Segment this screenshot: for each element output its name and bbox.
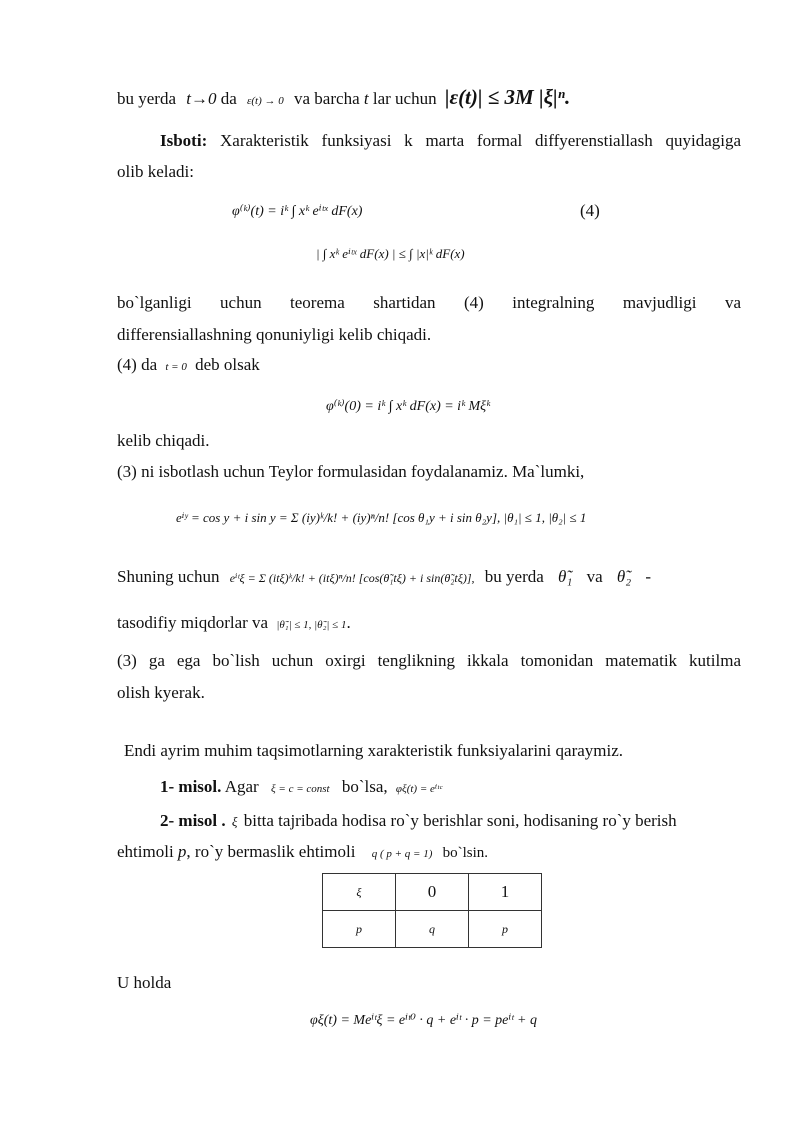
math-inline: ξ bbox=[231, 814, 238, 829]
para-7: Endi ayrim muhim taqsimotlarning xarakteristik funksiyalarini qaraymiz. bbox=[124, 741, 624, 760]
formula-4-number: (4) bbox=[580, 201, 600, 220]
text: . bbox=[346, 613, 351, 632]
table-cell: p bbox=[469, 911, 542, 948]
text: , ro`y bermaslik ehtimoli bbox=[186, 842, 356, 861]
math-inline: p bbox=[177, 842, 187, 861]
para-2-line-1: bo`lganligi uchun teorema shartidan (4) integralning mavjudligi va bbox=[117, 293, 741, 312]
line-1 bbox=[117, 86, 570, 112]
example-1 bbox=[160, 776, 442, 800]
math-inline: |θ̃₁| ≤ 1, |θ̃₂| ≤ 1 bbox=[276, 619, 347, 631]
para-4-line-2: (3) ni isbotlash uchun Teylor formulasidan foydalanamiz. Ma`lumki, bbox=[117, 462, 585, 481]
para-5-line-1 bbox=[117, 566, 651, 589]
text: deb olsak bbox=[195, 355, 260, 374]
text: bitta tajribada hodisa ro`y berishlar soni, hodisaning ro`y berish bbox=[243, 811, 677, 830]
text: da bbox=[220, 89, 237, 108]
table-cell: 0 bbox=[396, 874, 469, 911]
math-inline: θ̃₂ bbox=[616, 567, 632, 586]
text: - bbox=[645, 567, 652, 586]
table-row bbox=[323, 911, 542, 948]
example-2-line-2 bbox=[117, 841, 488, 865]
math-inline: ξ = c = const bbox=[270, 783, 330, 795]
text: (4) da bbox=[117, 355, 158, 374]
text: Xarakteristik funksiyasi k marta formal diffyerenstiallash quyidagiga bbox=[220, 131, 742, 150]
text: va barcha bbox=[294, 89, 360, 108]
example-2-line-1 bbox=[160, 810, 677, 833]
formula-7: φξ(t) = Meⁱᵗξ = eⁱᵗ⁰ · q + eⁱᵗ · p = peⁱᵗ + q bbox=[310, 1013, 537, 1028]
formula-4: φ⁽ᵏ⁾(t) = iᵏ ∫ xᵏ eⁱᵗˣ dF(x) bbox=[232, 204, 363, 219]
table-cell: ξ bbox=[323, 874, 396, 911]
math-inline: t = 0 bbox=[165, 361, 187, 373]
example-label: 1- misol. bbox=[160, 777, 222, 796]
text: ehtimoli bbox=[117, 842, 174, 861]
text: bo`lsa, bbox=[341, 777, 388, 796]
table-cell: p bbox=[323, 911, 396, 948]
table-row bbox=[323, 874, 542, 911]
text: bo`lsin. bbox=[442, 845, 489, 861]
proof-line-1 bbox=[160, 130, 741, 152]
text: tasodifiy miqdorlar va bbox=[117, 613, 269, 632]
text: lar uchun bbox=[372, 89, 437, 108]
math-inline: q ( p + q = 1) bbox=[371, 848, 433, 860]
text: Agar bbox=[224, 777, 259, 796]
formula-5: φ⁽ᵏ⁾(0) = iᵏ ∫ xᵏ dF(x) = iᵏ Mξᵏ bbox=[326, 399, 491, 414]
para-6-line-2: olish kyerak. bbox=[117, 683, 205, 702]
math-inline: φξ(t) = eⁱᵗᶜ bbox=[395, 783, 442, 795]
formula-6: eⁱʸ = cos y + i sin y = Σ (iy)ᵏ/k! + (iy)ⁿ/n! [cos θ₁y + i sin θ₂y], |θ₁| ≤ 1, |θ₂| ≤ 1 bbox=[176, 510, 587, 525]
math-inline: ε(t) → 0 bbox=[247, 95, 284, 107]
text: Shuning uchun bbox=[117, 567, 220, 586]
text: va bbox=[586, 567, 603, 586]
text: bu yerda bbox=[484, 567, 544, 586]
para-5-line-2 bbox=[117, 612, 351, 636]
table-cell: q bbox=[396, 911, 469, 948]
proof-line-2: olib keladi: bbox=[117, 162, 194, 181]
para-6-line-1: (3) ga ega bo`lish uchun oxirgi tenglikning ikkala tomonidan matematik kutilma bbox=[117, 651, 741, 670]
para-8: U holda bbox=[117, 973, 172, 992]
math-inline: θ̃₁ bbox=[558, 567, 573, 586]
proof-label: Isboti: bbox=[160, 131, 208, 150]
math-inline: eⁱᵗξ = Σ (itξ)ᵏ/k! + (itξ)ⁿ/n! [cos(θ̃₁tξ) + i sin(θ̃₂tξ)], bbox=[229, 571, 475, 585]
table-cell: 1 bbox=[469, 874, 542, 911]
example-label: 2- misol . bbox=[160, 811, 226, 830]
math-inline: t bbox=[363, 89, 369, 108]
para-2-line-2: differensiallashning qonuniyligi kelib chiqadi. bbox=[117, 325, 432, 344]
text: bu yerda bbox=[117, 89, 177, 108]
formula-4b: | ∫ xᵏ eⁱᵗˣ dF(x) | ≤ ∫ |x|ᵏ dF(x) bbox=[316, 246, 465, 261]
para-3 bbox=[117, 354, 260, 378]
distribution-table bbox=[322, 873, 542, 948]
para-4-line-1: kelib chiqadi. bbox=[117, 431, 210, 450]
math-inline: |ε(t)| ≤ 3M |ξ|ⁿ. bbox=[444, 85, 571, 109]
math-inline: t→0 bbox=[186, 89, 217, 108]
